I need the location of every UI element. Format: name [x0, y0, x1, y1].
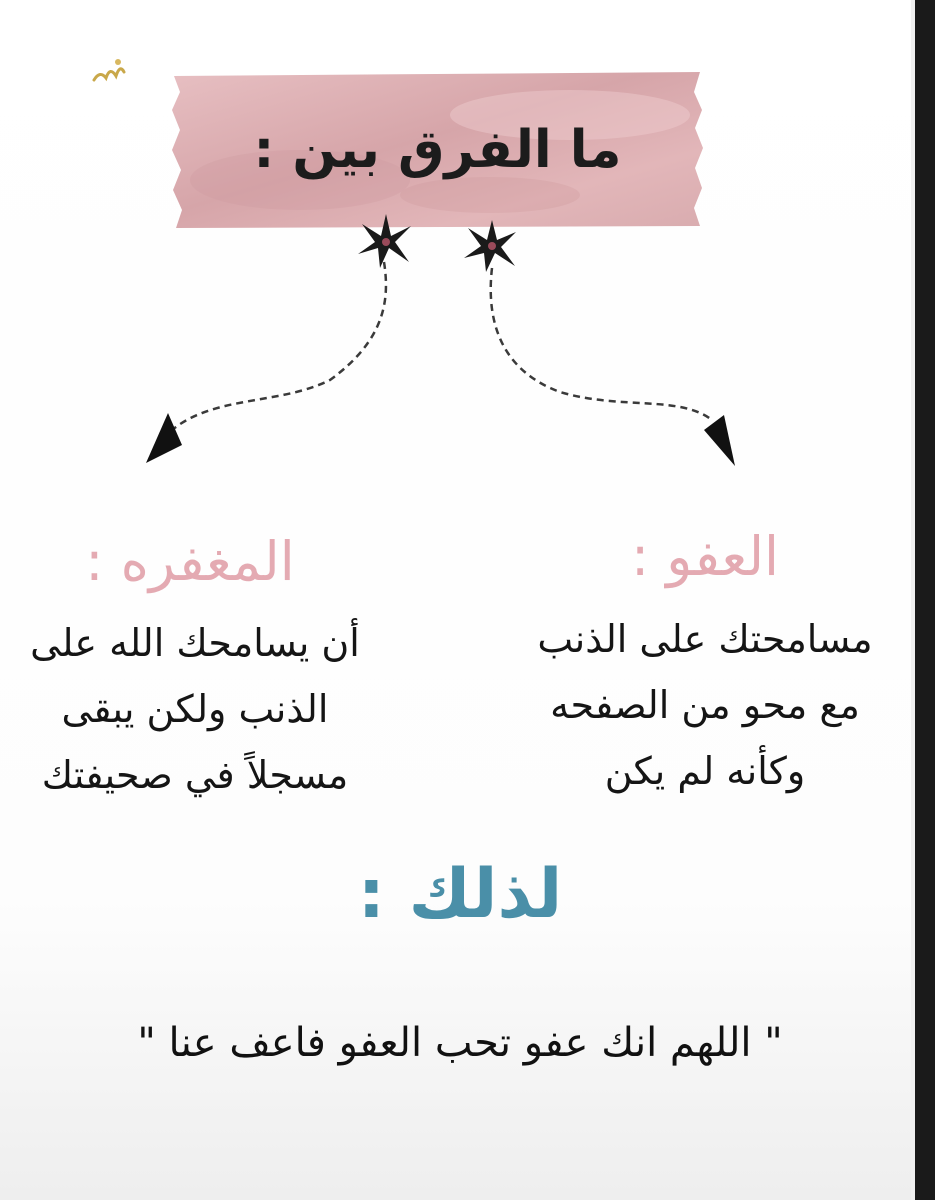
maghfira-heading: المغفره :	[85, 530, 295, 593]
arrow-right-icon	[704, 415, 735, 466]
maghfira-line: الذنب ولكن يبقى	[61, 687, 329, 731]
arrow-right-line	[491, 268, 712, 420]
afw-line: مع محو من الصفحه	[550, 683, 860, 727]
afw-line: وكأنه لم يكن	[604, 749, 806, 793]
afw-line: مسامحتك على الذنب	[537, 617, 873, 661]
diagram-arrows	[0, 0, 915, 500]
afw-definition	[505, 606, 905, 804]
maghfira-line: أن يسامحك الله على	[30, 621, 360, 665]
star-pin-icon	[358, 214, 411, 268]
afw-heading: العفو :	[630, 525, 780, 588]
page-title: ما الفرق بين :	[253, 120, 622, 180]
star-pin-icon	[464, 220, 516, 272]
maghfira-line: مسجلاً في صحيفتك	[41, 753, 349, 797]
arrow-left-line	[172, 262, 386, 430]
maghfira-definition	[5, 610, 385, 808]
conclusion-heading: لذلك :	[357, 855, 563, 934]
screen-edge-bar	[915, 0, 935, 1200]
arrow-left-icon	[146, 413, 182, 463]
dua-text: " اللهم انك عفو تحب العفو فاعف عنا "	[137, 1020, 783, 1066]
